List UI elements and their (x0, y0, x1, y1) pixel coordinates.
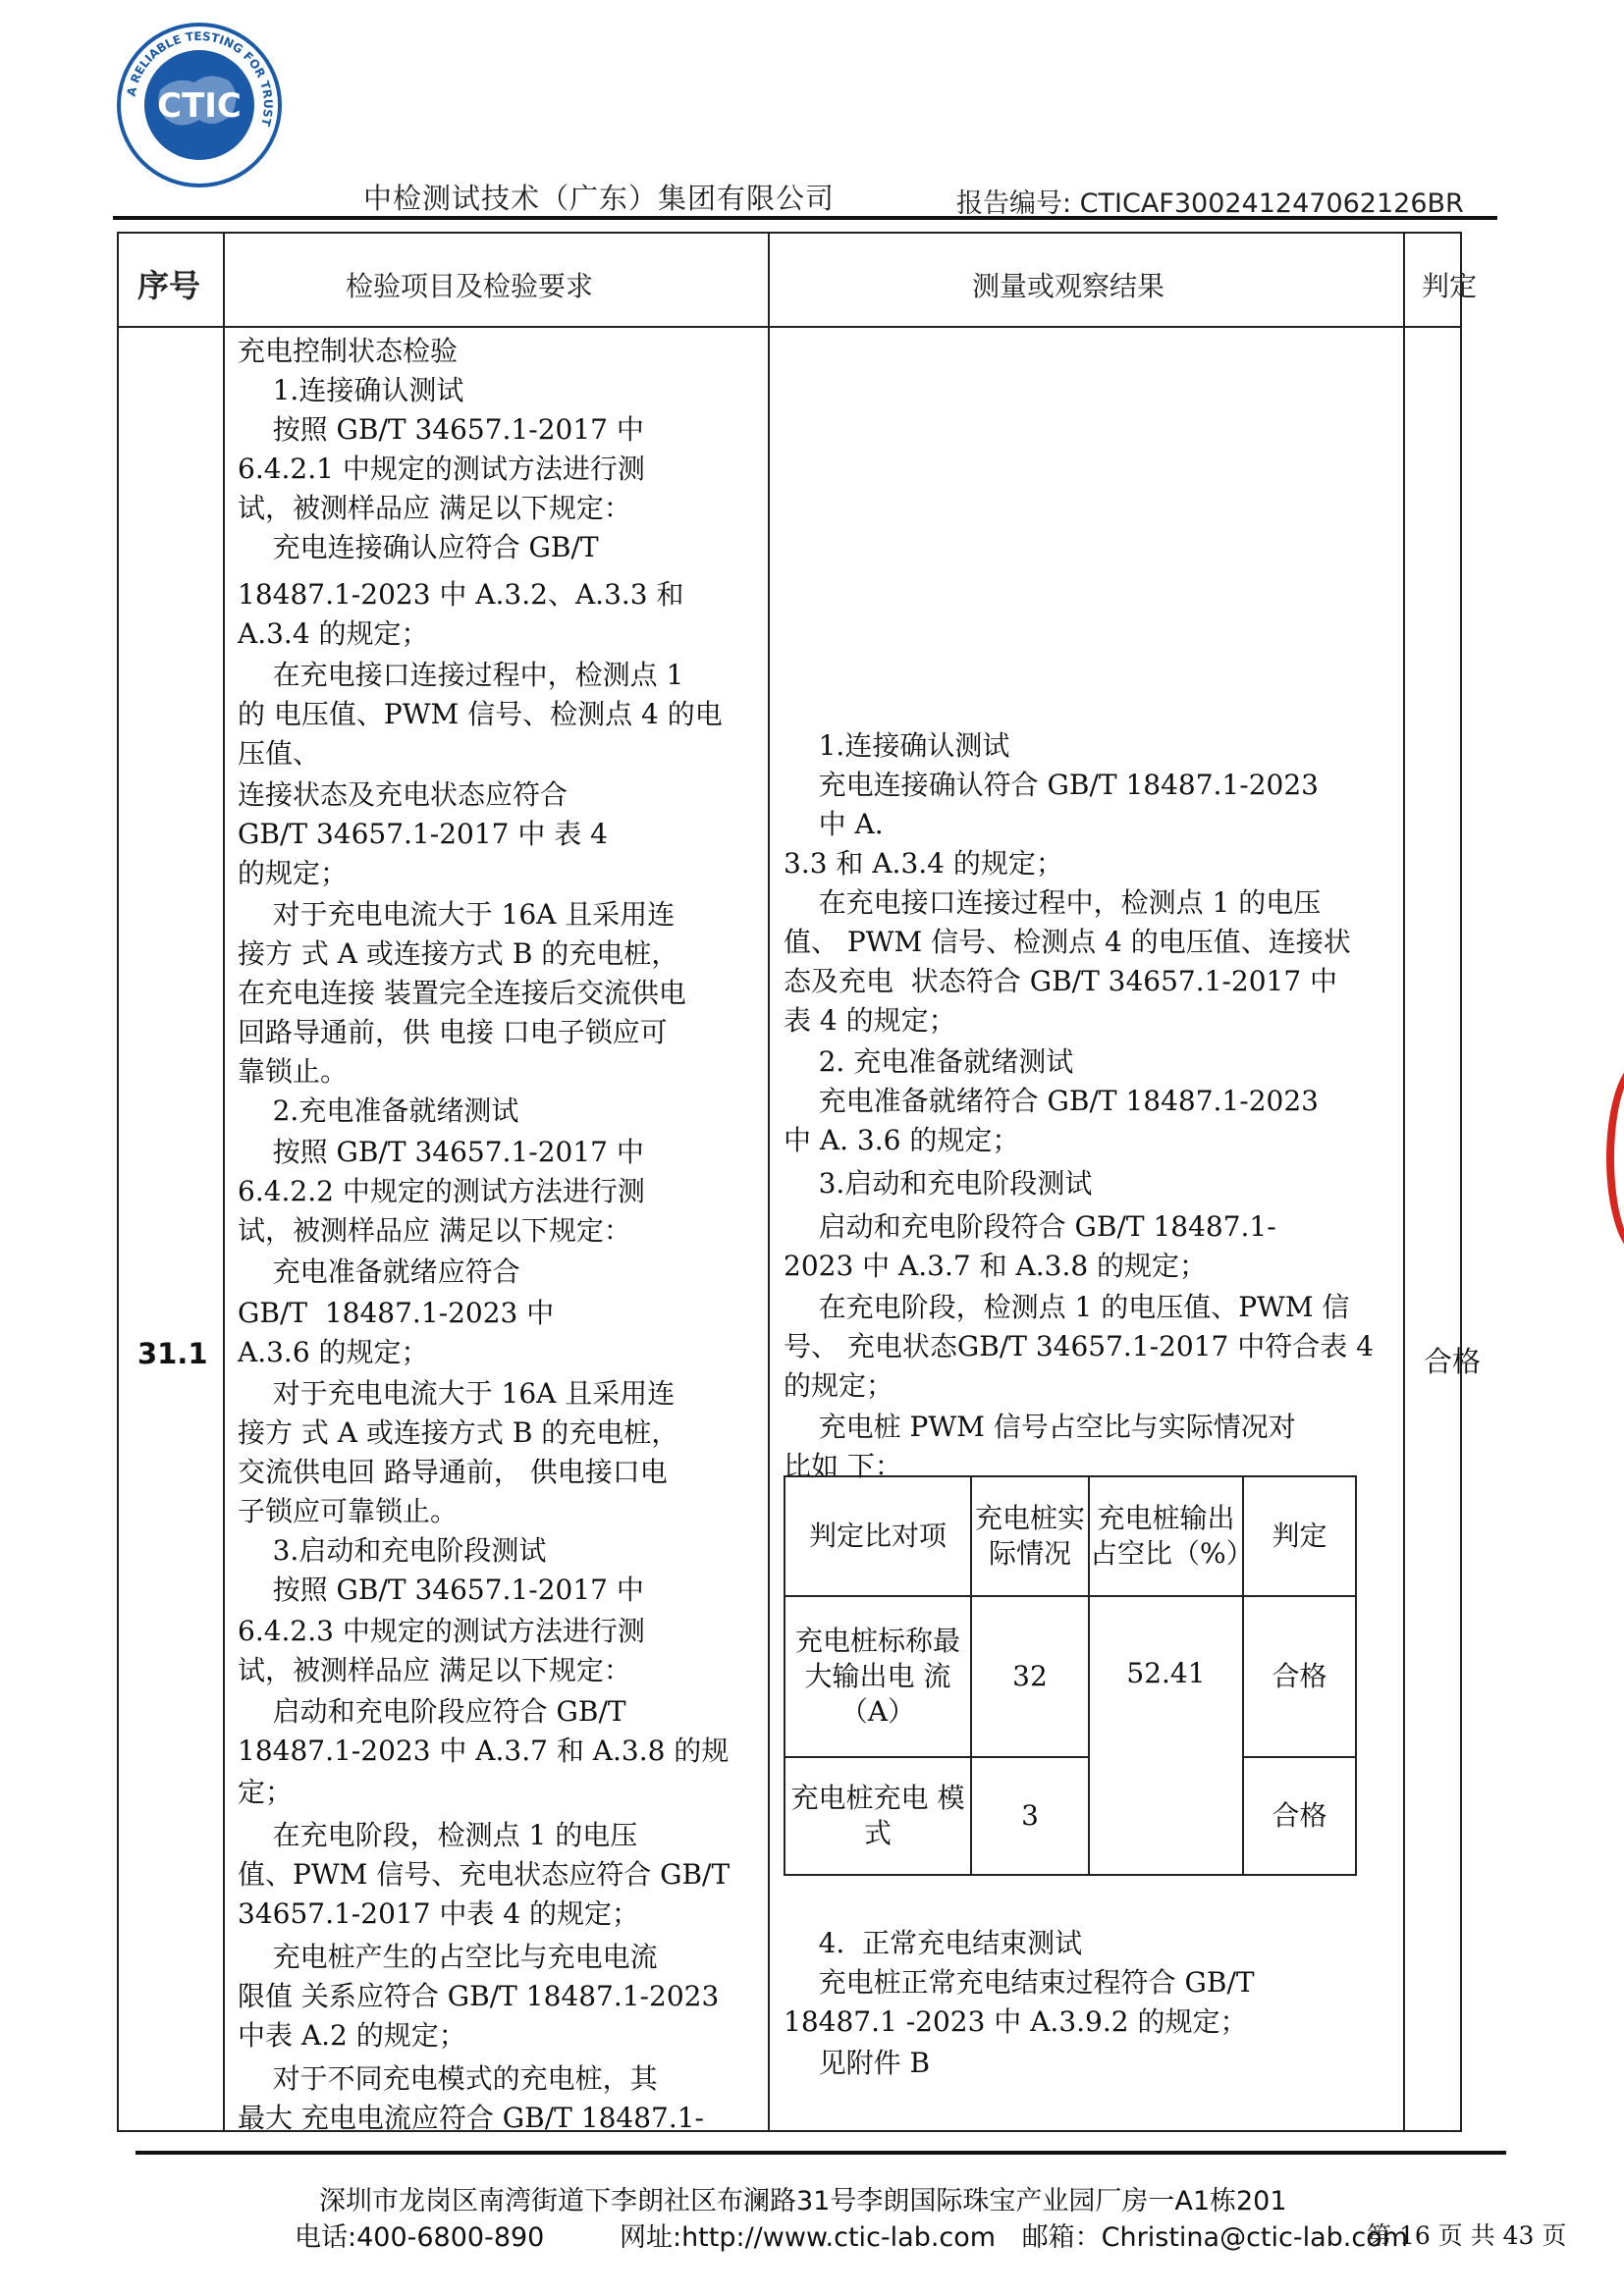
text-line: A.3.6 的规定； (238, 1336, 429, 1368)
text-line: 在充电接口连接过程中，检测点 1 (238, 659, 684, 691)
footer-divider (135, 2151, 1506, 2155)
pwm-table-cell: 32 (971, 1596, 1089, 1757)
text-line: 充电控制状态检验 (238, 335, 459, 367)
text-line: 按照 GB/T 34657.1-2017 中 (238, 413, 644, 446)
text-line: 充电准备就绪符合 GB/T 18487.1-2023 (784, 1085, 1319, 1117)
header-verdict: 判定 (1422, 270, 1478, 302)
header-row-divider (117, 326, 1462, 328)
page-number: 第 16 页 共 43 页 (1367, 2221, 1567, 2250)
text-line: 18487.1-2023 中 A.3.2、A.3.3 和 (238, 578, 684, 611)
text-line: 态及充电 状态符合 GB/T 34657.1-2017 中 (784, 965, 1338, 997)
text-line: 对于充电电流大于 16A 且采用连 (238, 1377, 676, 1410)
text-line: 18487.1-2023 中 A.3.7 和 A.3.8 的规 (238, 1735, 730, 1767)
pwm-duty-value: 52.41 (1089, 1596, 1243, 1875)
report-number: 报告编号: CTICAF300241247062126BR (956, 188, 1464, 219)
text-line: 试，被测样品应 满足以下规定： (238, 1214, 631, 1247)
text-line: 号、 充电状态GB/T 34657.1-2017 中符合表 4 (784, 1330, 1374, 1362)
header-serial: 序号 (137, 267, 201, 304)
text-line: 1.连接确认测试 (238, 374, 464, 406)
text-line: 充电准备就绪应符合 (238, 1255, 520, 1288)
footer-phone: 电话:400-6800-890 (295, 2222, 545, 2253)
text-line: 靠锁止。 (238, 1055, 349, 1088)
footer-email[interactable]: 邮箱：Christina@ctic-lab.com (1021, 2222, 1409, 2253)
text-line: 18487.1 -2023 中 A.3.9.2 的规定； (784, 2005, 1248, 2038)
text-line: 表 4 的规定； (784, 1004, 956, 1037)
text-line: 见附件 B (784, 2047, 931, 2079)
text-line: 3.3 和 A.3.4 的规定； (784, 847, 1063, 880)
text-line: 6.4.2.3 中规定的测试方法进行测 (238, 1615, 645, 1647)
text-line: 的 电压值、PWM 信号、检测点 4 的电 (238, 698, 723, 730)
text-line: 启动和充电阶段符合 GB/T 18487.1- (784, 1210, 1276, 1243)
text-line: GB/T 18487.1-2023 中 (238, 1297, 555, 1329)
text-line: 试，被测样品应 满足以下规定： (238, 1654, 631, 1686)
text-line: 在充电阶段，检测点 1 的电压值、PWM 信 (784, 1291, 1350, 1323)
text-line: 充电连接确认应符合 GB/T (238, 531, 599, 563)
footer-address: 深圳市龙岗区南湾街道下李朗社区布澜路31号李朗国际珠宝产业园厂房一A1栋201 (319, 2186, 1287, 2216)
text-line: 2. 充电准备就绪测试 (784, 1045, 1074, 1078)
text-line: 限值 关系应符合 GB/T 18487.1-2023 (238, 1980, 720, 2012)
text-line: 中 A. 3.6 的规定； (784, 1124, 1020, 1156)
pwm-table-cell: 充电桩充电 模式 (785, 1757, 971, 1875)
text-line: 6.4.2.1 中规定的测试方法进行测 (238, 453, 645, 485)
text-line: 接方 式 A 或连接方式 B 的充电桩， (238, 937, 679, 970)
ctic-logo (116, 22, 283, 188)
text-line: 按照 GB/T 34657.1-2017 中 (238, 1136, 644, 1168)
text-line: 值、PWM 信号、充电状态应符合 GB/T (238, 1858, 731, 1891)
text-line: 子锁应可靠锁止。 (238, 1495, 459, 1527)
text-line: 按照 GB/T 34657.1-2017 中 (238, 1574, 644, 1606)
text-line: 对于充电电流大于 16A 且采用连 (238, 898, 676, 931)
text-line: 连接状态及充电状态应符合 (238, 778, 568, 811)
text-line: 接方 式 A 或连接方式 B 的充电桩， (238, 1416, 679, 1449)
text-line: 34657.1-2017 中表 4 的规定； (238, 1897, 640, 1930)
text-line: 中表 A.2 的规定； (238, 2019, 466, 2052)
logo-ring-text: A RELIABLE TESTING FOR TRUST (124, 28, 276, 128)
pwm-table-cell: 合格 (1243, 1757, 1356, 1875)
text-line: 试，被测样品应 满足以下规定： (238, 492, 631, 524)
row-verdict: 合格 (1424, 1345, 1482, 1378)
text-line: GB/T 34657.1-2017 中 表 4 (238, 818, 608, 850)
text-line: 充电桩正常充电结束过程符合 GB/T (784, 1966, 1255, 1999)
pwm-table-header-duty: 充电桩输出占空比（%） (1089, 1476, 1243, 1596)
text-line: 最大 充电电流应符合 GB/T 18487.1- (238, 2102, 705, 2134)
text-line: 的规定； (784, 1369, 894, 1402)
text-line: 在充电阶段，检测点 1 的电压 (238, 1819, 638, 1851)
pwm-table-header-verdict: 判定 (1243, 1476, 1356, 1596)
header-divider (113, 216, 1497, 220)
text-line: 1.连接确认测试 (784, 729, 1010, 762)
column-divider (223, 232, 225, 2132)
text-line: 回路导通前，供 电接 口电子锁应可 (238, 1016, 668, 1048)
text-line: 对于不同充电模式的充电桩，其 (238, 2062, 658, 2095)
text-line: 定； (238, 1776, 294, 1808)
pwm-table-cell: 合格 (1243, 1596, 1356, 1757)
text-line: 2.充电准备就绪测试 (238, 1095, 519, 1127)
text-line: 比如 下： (784, 1450, 902, 1482)
header-requirement: 检验项目及检验要求 (346, 270, 594, 302)
text-line: 中 A. (784, 808, 884, 840)
pwm-duty-table (784, 1475, 1357, 1876)
text-line: 交流供电回 路导通前， 供电接口电 (238, 1456, 668, 1488)
text-line: A.3.4 的规定； (238, 617, 429, 650)
pwm-table-header-item: 判定比对项 (785, 1476, 971, 1596)
row-serial: 31.1 (137, 1337, 208, 1370)
text-line: 2023 中 A.3.7 和 A.3.8 的规定； (784, 1250, 1208, 1282)
logo-text: CTIC (157, 86, 242, 126)
pwm-table-cell: 3 (971, 1757, 1089, 1875)
text-line: 6.4.2.2 中规定的测试方法进行测 (238, 1175, 645, 1207)
text-line: 充电连接确认符合 GB/T 18487.1-2023 (784, 769, 1319, 801)
header-result: 测量或观察结果 (972, 270, 1165, 302)
text-line: 充电桩 PWM 信号占空比与实际情况对 (784, 1411, 1296, 1443)
text-line: 压值、 (238, 737, 321, 770)
footer-website[interactable]: 网址:http://www.ctic-lab.com (619, 2222, 997, 2253)
text-line: 4. 正常充电结束测试 (784, 1927, 1083, 1959)
text-line: 3.启动和充电阶段测试 (784, 1167, 1093, 1200)
pwm-table-cell: 充电桩标称最大输出电 流（A） (785, 1596, 971, 1757)
text-line: 启动和充电阶段应符合 GB/T (238, 1695, 626, 1728)
text-line: 在充电连接 装置完全连接后交流供电 (238, 977, 686, 1009)
text-line: 在充电接口连接过程中，检测点 1 的电压 (784, 886, 1322, 919)
text-line: 值、 PWM 信号、检测点 4 的电压值、连接状 (784, 926, 1351, 958)
text-line: 充电桩产生的占空比与充电电流 (238, 1941, 658, 1973)
stamp-fragment (1606, 1060, 1624, 1256)
company-name: 中检测试技术（广东）集团有限公司 (363, 182, 836, 215)
text-line: 的规定； (238, 857, 349, 889)
column-divider (768, 232, 770, 2132)
column-divider (1403, 232, 1405, 2132)
pwm-table-header-actual: 充电桩实际情况 (971, 1476, 1089, 1596)
footer-contacts (295, 2216, 1416, 2254)
text-line: 3.启动和充电阶段测试 (238, 1534, 547, 1567)
